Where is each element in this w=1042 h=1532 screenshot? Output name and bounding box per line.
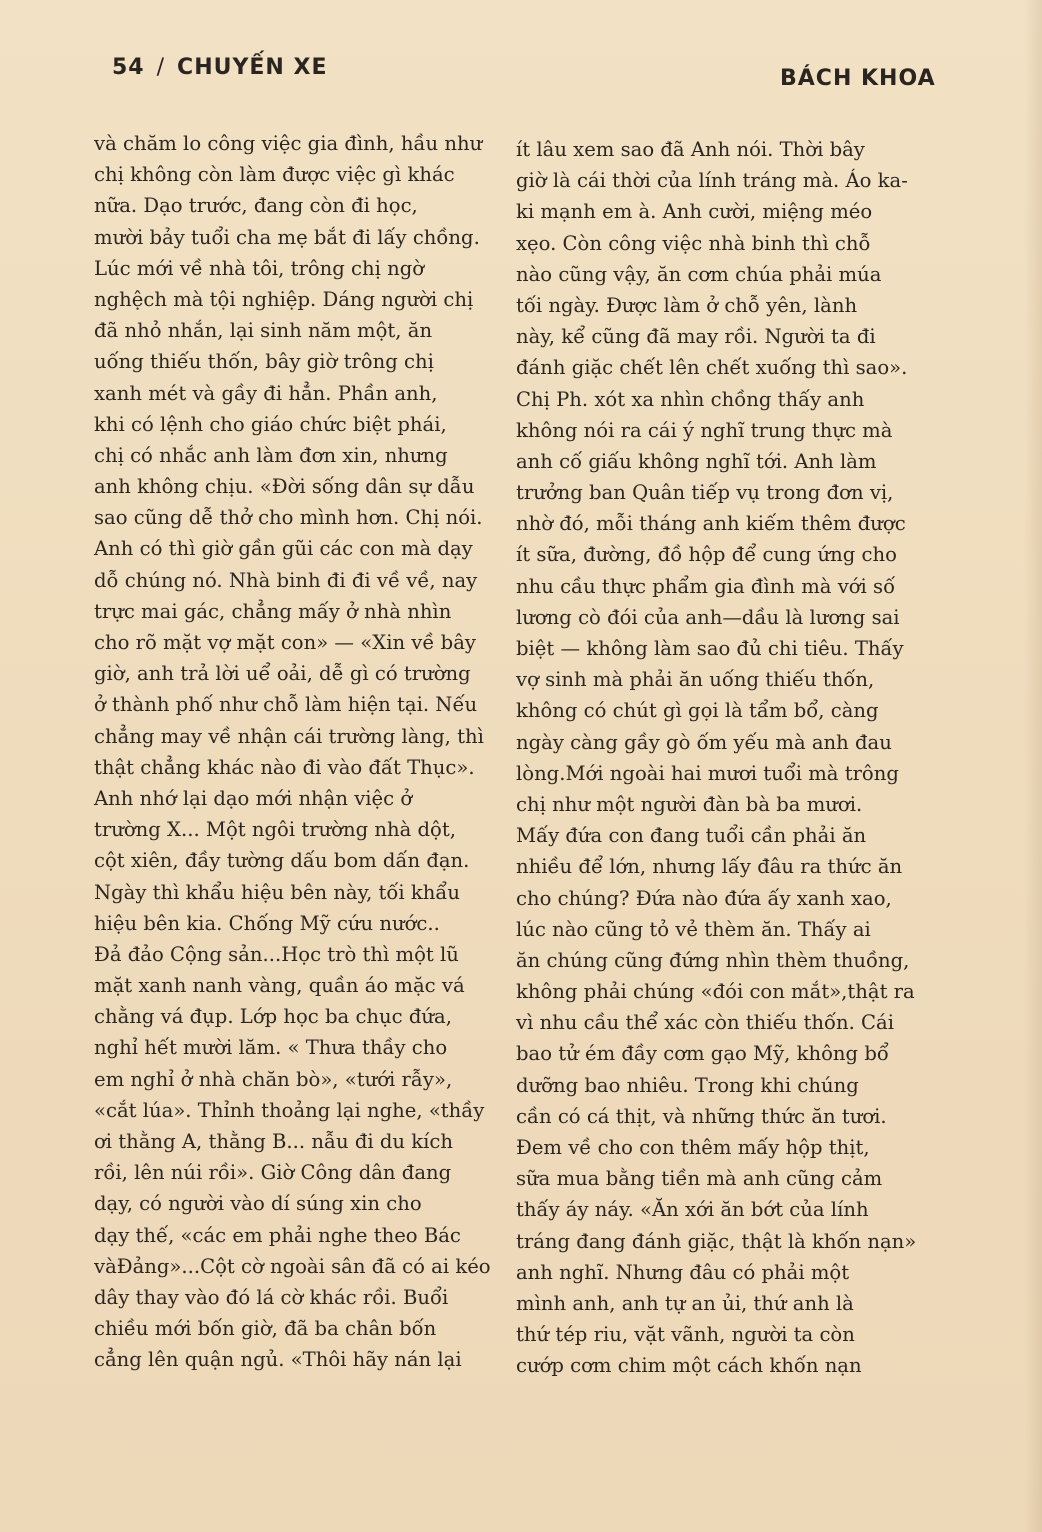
text-line: trưởng ban Quân tiếp vụ trong đơn vị,: [516, 481, 894, 505]
text-line: cướp cơm chim một cách khốn nạn: [516, 1354, 862, 1378]
text-line: bao tử ém đầy cơm gạo Mỹ, không bổ: [516, 1042, 889, 1066]
text-line: Chị Ph. xót xa nhìn chồng thấy anh: [516, 387, 865, 411]
text-line: không phải chúng «đói con mắt»,thật ra: [516, 980, 915, 1004]
text-line: ít lâu xem sao đã Anh nói. Thời bây: [516, 138, 865, 161]
text-line: dỗ chúng nó. Nhà binh đi đi về về, nay: [94, 568, 478, 592]
text-line: Mấy đứa con đang tuổi cần phải ăn: [516, 824, 867, 848]
text-line: ki mạnh em à. Anh cười, miệng méo: [516, 200, 873, 224]
text-line: biệt — không làm sao đủ chi tiêu. Thấy: [516, 637, 904, 660]
text-line: chị như một người đàn bà ba mươi.: [516, 792, 863, 816]
text-line: ít sữa, đường, đồ hộp để cung ứng cho: [516, 543, 897, 567]
text-line: lòng.Mới ngoài hai mươi tuổi mà trông: [516, 761, 899, 785]
section-title: CHUYẾN XE: [177, 55, 328, 80]
text-line: mình anh, anh tự an ủi, thứ anh là: [516, 1291, 854, 1315]
text-line: dạy thế, «các em phải nghe theo Bác: [94, 1223, 461, 1247]
text-line: sữa mua bằng tiền mà anh cũng cảm: [516, 1167, 883, 1191]
text-line: giờ, anh trả lời uể oải, dễ gì có trường: [94, 662, 471, 686]
text-line: Đả đảo Cộng sản...Học trò thì một lũ: [94, 942, 459, 966]
page-number: 54: [112, 55, 145, 80]
text-line: không nói ra cái ý nghĩ trung thực mà: [516, 418, 893, 442]
text-line: mặt xanh nanh vàng, quần áo mặc vá: [94, 974, 465, 998]
text-line: khi có lệnh cho giáo chức biệt phái,: [94, 412, 447, 436]
text-line: Anh nhớ lại dạo mới nhận việc ở: [94, 786, 413, 810]
text-line: này, kể cũng đã may rồi. Người ta đi: [516, 325, 876, 349]
text-line: cần có cá thịt, và những thức ăn tươi.: [516, 1104, 887, 1128]
text-line: chiều mới bốn giờ, đã ba chân bốn: [94, 1317, 437, 1341]
text-line: mười bảy tuổi cha mẹ bắt đi lấy chồng.: [94, 225, 480, 249]
text-line: đã nhỏ nhắn, lại sinh năm một, ăn: [94, 319, 433, 343]
text-line: Lúc mới về nhà tôi, trông chị ngờ: [94, 256, 425, 280]
text-line: thấy áy náy. «Ăn xới ăn bớt của lính: [516, 1198, 869, 1222]
text-line: chẳng may về nhận cái trường làng, thì: [94, 724, 484, 748]
text-line: tối ngày. Được làm ở chỗ yên, lành: [516, 293, 858, 317]
text-line: ngày càng gầy gò ốm yếu mà anh đau: [516, 730, 892, 754]
text-line: vợ sinh mà phải ăn uống thiếu thốn,: [516, 668, 875, 692]
text-line: chằng vá đụp. Lớp học ba chục đứa,: [94, 1005, 452, 1029]
text-line: dưỡng bao nhiêu. Trong khi chúng: [516, 1073, 859, 1097]
text-line: sao cũng dễ thở cho mình hơn. Chị nói.: [94, 506, 483, 530]
text-line: «cắt lúa». Thỉnh thoảng lại nghe, «thầy: [94, 1098, 485, 1122]
text-line: cột xiên, đầy tường dấu bom dấn đạn.: [94, 849, 470, 873]
text-line: ở thành phố như chỗ làm hiện tại. Nếu: [94, 693, 478, 717]
header-separator: /: [156, 55, 166, 80]
text-line: nữa. Dạo trước, đang còn đi học,: [94, 194, 418, 218]
text-line: ăn chúng cũng đứng nhìn thèm thuồng,: [516, 948, 910, 972]
text-line: anh không chịu. «Đời sống dân sự dẫu: [94, 475, 475, 499]
text-line: nghệch mà tội nghiệp. Dáng người chị: [94, 287, 474, 311]
text-line: ơi thằng A, thằng B... nẫu đi du kích: [94, 1130, 453, 1153]
text-column-right: [516, 134, 936, 1382]
text-line: Anh có thì giờ gần gũi các con mà dạy: [94, 537, 473, 561]
text-line: xanh mét và gầy đi hẳn. Phần anh,: [94, 381, 438, 405]
text-line: cho chúng? Đứa nào đứa ấy xanh xao,: [516, 886, 892, 910]
running-header: [112, 55, 328, 80]
text-line: dây thay vào đó lá cờ khác rồi. Buổi: [94, 1285, 449, 1309]
text-line: chị có nhắc anh làm đơn xin, nhưng: [94, 443, 448, 467]
text-line: xẹo. Còn công việc nhà binh thì chỗ: [516, 231, 871, 255]
text-line: vì nhu cầu thể xác còn thiếu thốn. Cái: [516, 1011, 894, 1035]
text-line: thứ tép riu, vặt vãnh, người ta còn: [516, 1323, 855, 1347]
text-line: hiệu bên kia. Chống Mỹ cứu nước..: [94, 911, 440, 935]
magazine-title: BÁCH KHOA: [780, 66, 936, 91]
text-line: nhu cầu thực phẩm gia đình mà với số: [516, 574, 896, 598]
text-line: và chăm lo công việc gia đình, hầu như: [94, 132, 483, 155]
text-line: chị không còn làm được việc gì khác: [94, 163, 455, 187]
text-line: rồi, lên núi rồi». Giờ Công dân đang: [94, 1161, 452, 1185]
text-line: nào cũng vậy, ăn cơm chúa phải múa: [516, 262, 882, 286]
text-line: cẳng lên quận ngủ. «Thôi hãy nán lại: [94, 1348, 462, 1372]
text-line: nhiều để lớn, nhưng lấy đâu ra thức ăn: [516, 855, 903, 879]
text-line: cho rõ mặt vợ mặt con» — «Xin về bây: [94, 631, 476, 654]
text-line: giờ là cái thời của lính tráng mà. Áo ka-: [516, 169, 908, 193]
text-line: Đem về cho con thêm mấy hộp thịt,: [516, 1136, 870, 1159]
text-line: anh cố giấu không nghĩ tới. Anh làm: [516, 449, 877, 473]
text-line: anh nghĩ. Nhưng đâu có phải một: [516, 1260, 850, 1284]
page-edge-shadow: [1024, 0, 1042, 1532]
text-line: nhờ đó, mỗi tháng anh kiếm thêm được: [516, 512, 906, 536]
text-line: Ngày thì khẩu hiệu bên này, tối khẩu: [94, 880, 461, 904]
text-line: tráng đang đánh giặc, thật là khốn nạn»: [516, 1229, 917, 1253]
text-line: vàĐảng»...Cột cờ ngoài sân đã có ai kéo: [94, 1254, 491, 1278]
text-line: lương cò đói của anh—dầu là lương sai: [516, 605, 900, 629]
text-line: uống thiếu thốn, bây giờ trông chị: [94, 350, 434, 374]
text-line: trường X... Một ngôi trường nhà dột,: [94, 818, 456, 842]
text-line: thật chẳng khác nào đi vào đất Thục».: [94, 755, 475, 779]
text-line: đánh giặc chết lên chết xuống thì sao».: [516, 356, 908, 380]
text-column-left: [94, 128, 504, 1376]
text-line: nghỉ hết mười lăm. « Thưa thầy cho: [94, 1036, 448, 1060]
text-line: dạy, có người vào dí súng xin cho: [94, 1192, 422, 1216]
text-line: không có chút gì gọi là tẩm bổ, càng: [516, 699, 879, 723]
text-line: lúc nào cũng tỏ vẻ thèm ăn. Thấy ai: [516, 917, 871, 941]
text-line: em nghỉ ở nhà chăn bò», «tưới rẫy»,: [94, 1067, 453, 1091]
text-line: trực mai gác, chẳng mấy ở nhà nhìn: [94, 599, 452, 623]
